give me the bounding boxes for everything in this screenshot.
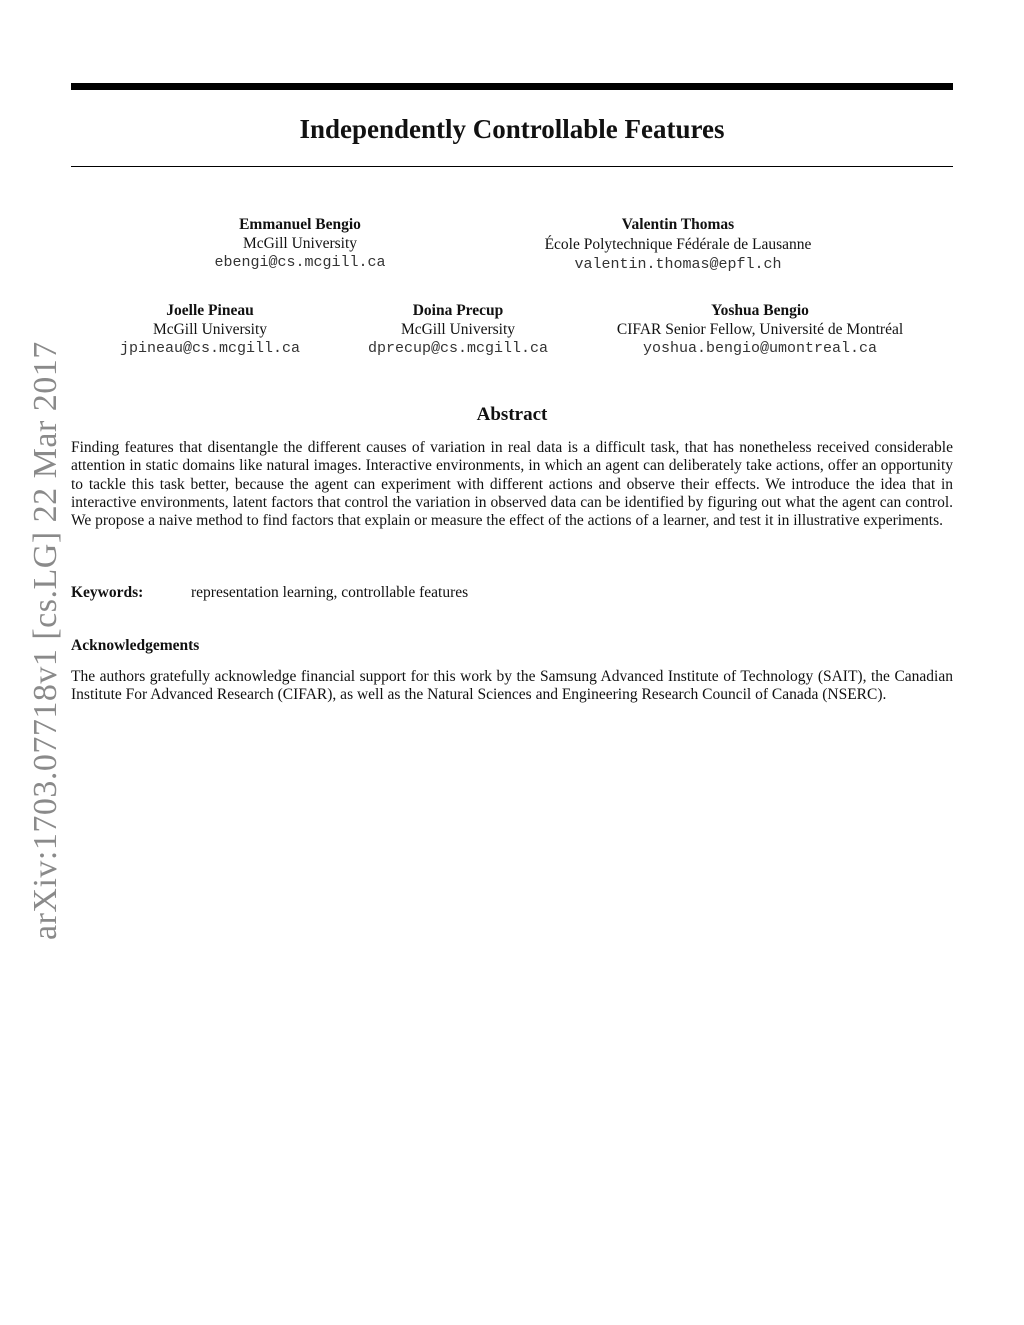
keywords-label: Keywords: bbox=[71, 584, 144, 601]
title-rule-bottom bbox=[71, 166, 953, 167]
author-block-2 bbox=[498, 215, 858, 274]
author-block-3 bbox=[90, 301, 330, 358]
author-affiliation: McGill University bbox=[152, 321, 268, 338]
author-name: Emmanuel Bengio bbox=[239, 216, 361, 233]
abstract-text: Finding features that disentangle the different causes of variation in real data is a difficult task, that has nonetheless received considerable attention in static domains like natural images. Interactive environments, in which an agent can deliberately take actions, offer an opportunity to tackle this task better, because the agent can experiment with different actions and observe their effects. We introduce the idea that in interactive environments, latent factors that control the variation in observed data can be identified by figuring out what the agent can control. We propose a naive method to find factors that explain or measure the effect of the actions of a learner, and test it in illustrative experiments. bbox=[71, 439, 953, 530]
abstract-heading: Abstract bbox=[476, 404, 548, 425]
paper-title: Independently Controllable Features bbox=[299, 114, 725, 144]
author-block-4 bbox=[338, 301, 578, 358]
title-rule-top bbox=[71, 83, 953, 90]
author-name: Joelle Pineau bbox=[166, 302, 254, 319]
author-email[interactable]: jpineau@cs.mcgill.ca bbox=[119, 340, 301, 357]
keywords-line bbox=[71, 583, 468, 602]
author-email[interactable]: yoshua.bengio@umontreal.ca bbox=[642, 340, 878, 357]
acknowledgements-heading: Acknowledgements bbox=[71, 637, 200, 654]
author-email[interactable]: ebengi@cs.mcgill.ca bbox=[214, 254, 386, 271]
author-email[interactable]: valentin.thomas@epfl.ch bbox=[574, 256, 782, 273]
author-affiliation: McGill University bbox=[400, 321, 516, 338]
keywords-value: representation learning, controllable features bbox=[191, 584, 469, 601]
author-name: Doina Precup bbox=[412, 302, 504, 319]
author-affiliation: McGill University bbox=[242, 235, 358, 252]
author-block-5 bbox=[590, 301, 930, 358]
acknowledgements-text: The authors gratefully acknowledge financial support for this work by the Samsung Advanced Institute of Technology (SAIT), the Canadian Institute For Advanced Research (CIFAR), as well as the Natural Sciences and Engineering Research Council of Canada (NSERC). bbox=[71, 668, 953, 704]
author-email[interactable]: dprecup@cs.mcgill.ca bbox=[367, 340, 549, 357]
author-affiliation: École Polytechnique Fédérale de Lausanne bbox=[544, 236, 812, 253]
author-block-1 bbox=[150, 215, 450, 272]
author-name: Yoshua Bengio bbox=[711, 302, 809, 319]
author-name: Valentin Thomas bbox=[621, 216, 735, 233]
arxiv-stamp: arXiv:1703.07718v1 [cs.LG] 22 Mar 2017 bbox=[27, 341, 64, 940]
author-affiliation: CIFAR Senior Fellow, Université de Montréal bbox=[616, 321, 904, 338]
